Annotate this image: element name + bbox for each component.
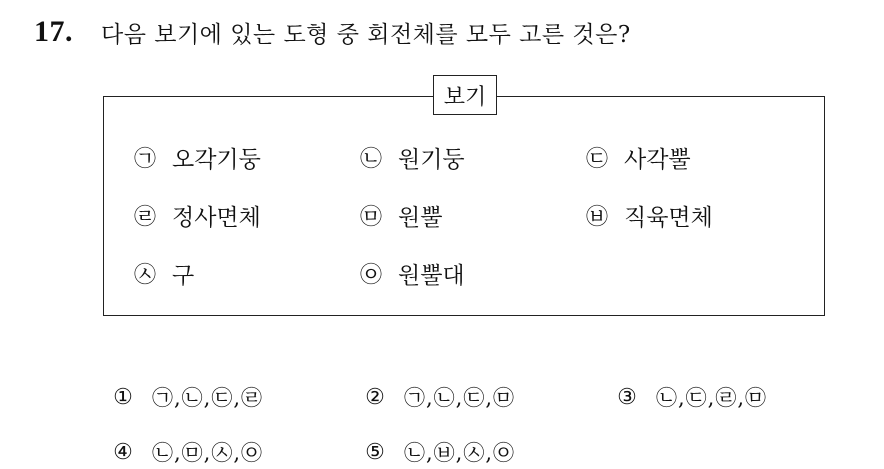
- example-item-digeut: [584, 140, 691, 174]
- item-label: 사각뿔: [624, 146, 691, 173]
- question-text: 다음 보기에 있는 도형 중 회전체를 모두 고른 것은?: [101, 21, 631, 48]
- item-marker: ㉢: [585, 146, 608, 172]
- question-number: 17.: [34, 15, 73, 48]
- choice-1[interactable]: [110, 380, 263, 414]
- example-item-giyeok: [132, 140, 261, 174]
- item-marker: ㉠: [133, 146, 156, 172]
- item-label: 구: [172, 262, 195, 289]
- choice-3[interactable]: [614, 380, 767, 414]
- item-marker: ㉤: [359, 204, 382, 230]
- choice-answer: ㉡,㉤,㉦,㉧: [152, 441, 264, 465]
- choice-number: ②: [365, 384, 385, 410]
- item-marker: ㉡: [359, 146, 382, 172]
- item-label: 직육면체: [624, 204, 713, 231]
- choice-answer: ㉠,㉡,㉢,㉣: [152, 386, 264, 410]
- example-item-siot: [132, 256, 194, 290]
- example-item-ieung: [358, 256, 465, 290]
- item-label: 원뿔: [398, 204, 443, 231]
- item-label: 원기둥: [398, 146, 465, 173]
- choice-number: ③: [617, 384, 637, 410]
- item-marker: ㉣: [133, 204, 156, 230]
- example-item-rieul: [132, 198, 261, 232]
- choice-4[interactable]: [110, 435, 263, 469]
- example-item-mieum: [358, 198, 442, 232]
- choice-answer: ㉠,㉡,㉢,㉤: [404, 386, 516, 410]
- choice-answer: ㉡,㉢,㉣,㉤: [656, 386, 768, 410]
- choice-answer: ㉡,㉥,㉦,㉧: [404, 441, 516, 465]
- item-label: 원뿔대: [398, 262, 465, 289]
- choice-2[interactable]: [362, 380, 515, 414]
- example-box-title: 보기: [433, 75, 497, 115]
- question-header: [34, 12, 631, 52]
- item-label: 정사면체: [172, 204, 261, 231]
- choice-number: ④: [113, 439, 133, 465]
- choice-number: ①: [113, 384, 133, 410]
- item-marker: ㉦: [133, 262, 156, 288]
- item-marker: ㉥: [585, 204, 608, 230]
- choice-5[interactable]: [362, 435, 515, 469]
- item-label: 오각기둥: [172, 146, 261, 173]
- choice-number: ⑤: [365, 439, 385, 465]
- item-marker: ㉧: [359, 262, 382, 288]
- example-item-bieup: [584, 198, 713, 232]
- example-item-nieun: [358, 140, 465, 174]
